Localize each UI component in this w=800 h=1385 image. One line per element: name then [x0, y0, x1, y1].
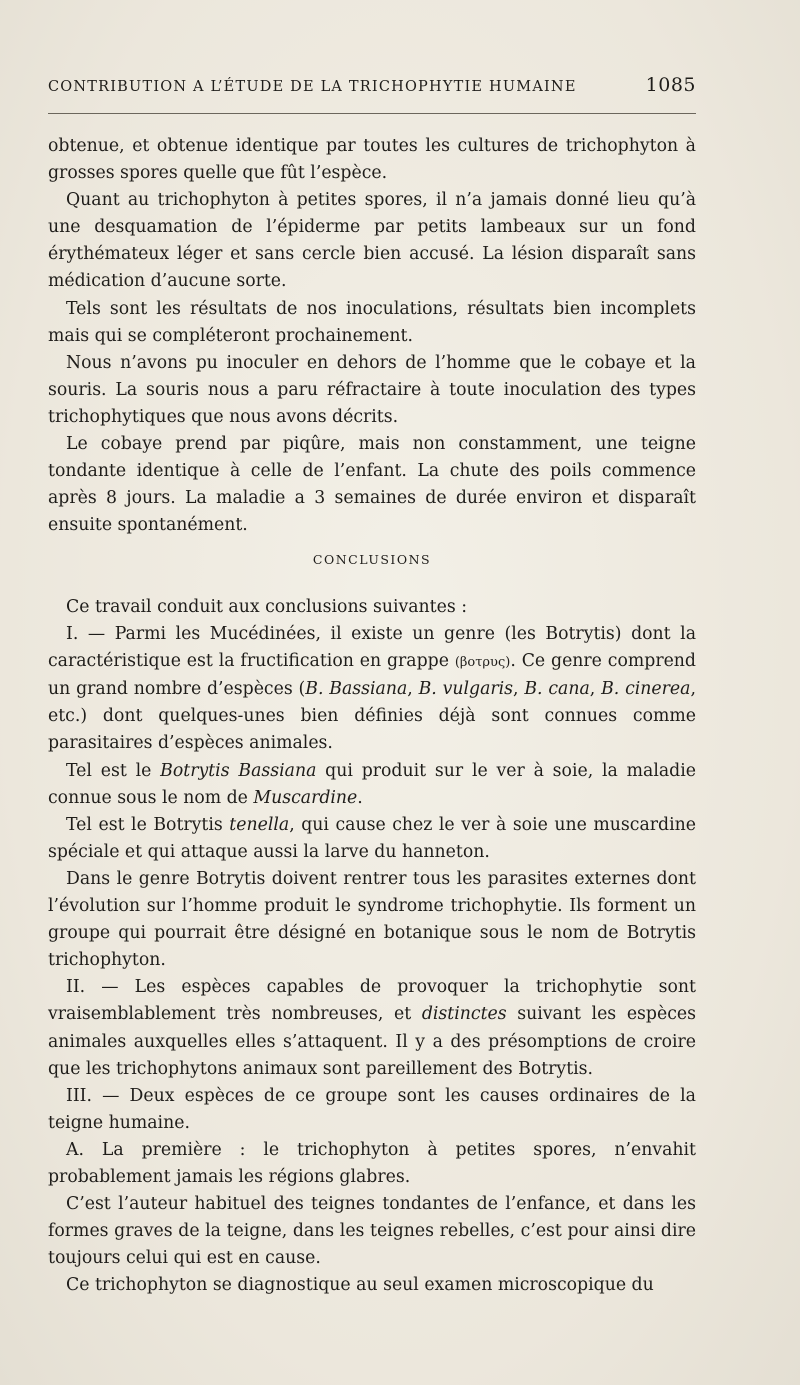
conclusions-intro: Ce travail conduit aux conclusions suivantes :: [66, 597, 468, 617]
separator-2: ,: [513, 679, 525, 700]
greek-word: (βοτρυς): [454, 655, 511, 671]
paragraph-5: Le cobaye prend par piqûre, mais non constamment, une teigne tondante identique à celle de l’enfant. La chute des poils commence après 8 jours. La maladie a 3 semaines de durée environ et disparaît ensuite spontanément.: [48, 434, 696, 536]
paragraph-3: Tels sont les résultats de nos inoculations, résultats bien incomplets mais qui se compléteront prochainement.: [48, 298, 696, 346]
species-b-vulgaris: B. vulgaris: [418, 679, 514, 700]
bassiana-text-a: Tel est le: [66, 760, 161, 781]
conclusions-text: [48, 594, 696, 1299]
tenella-name: tenella: [229, 814, 290, 835]
species-b-bassiana: B. Bassiana: [305, 679, 408, 700]
running-head: [48, 74, 696, 102]
tenella-text-b: , qui cause chez le ver à soie une muscardine spéciale et qui attaque aussi la larve du hanneton.: [48, 814, 696, 862]
running-title: CONTRIBUTION A L’ÉTUDE DE LA TRICHOPHYTIE HUMAINE: [48, 79, 577, 95]
conclusion-1: [48, 621, 696, 757]
muscardine-name: Muscardine: [253, 787, 358, 808]
conclusion-2: [48, 974, 696, 1082]
paragraph-4: Nous n’avons pu inoculer en dehors de l’homme que le cobaye et la souris. La souris nous a paru réfractaire à toute inoculation des types trichophytiques que nous avons décrits.: [48, 352, 696, 427]
conclusion-2-text-b: suivant les espèces animales auxquelles elles s’attaquent. Il y a des présomptions de croire que les trichophytons animaux sont pareillement des Botrytis.: [48, 1004, 696, 1079]
separator-3: ,: [589, 679, 602, 700]
conclusion-2-text-a: II. — Les espèces capables de provoquer la trichophytie sont vraisemblablement très nombreuses, et: [48, 977, 696, 1025]
conclusion-3a-detail: C’est l’auteur habituel des teignes tondantes de l’enfance, et dans les formes graves de la teigne, dans les teignes rebelles, c’est pour ainsi dire toujours celui qui est en cause.: [48, 1194, 696, 1269]
distinctes-word: distinctes: [421, 1004, 507, 1025]
conclusion-genre-botrytis: Dans le genre Botrytis doivent rentrer tous les parasites externes dont l’évolution sur l’homme produit le syndrome trichophytie. Ils forment un groupe qui pourrait être désigné en botanique sous le nom de Botrytis trichophyton.: [48, 868, 696, 971]
header-rule: [48, 113, 696, 114]
conclusion-3: III. — Deux espèces de ce groupe sont les causes ordinaires de la teigne humaine.: [48, 1085, 696, 1133]
paragraph-2: Quant au trichophyton à petites spores, il n’a jamais donné lieu qu’à une desquamation de l’épiderme par petits lambeaux sur un fond érythémateux léger et sans cercle bien accusé. La lésion disparaît sans médication d’aucune sorte.: [48, 190, 696, 292]
conclusion-3a: A. La première : le trichophyton à petites spores, n’envahit probablement jamais les régions glabres.: [48, 1139, 696, 1187]
tenella-text-a: Tel est le Botrytis: [66, 814, 230, 835]
conclusion-1-text-b: . Ce genre comprend un grand nombre d’espèces (: [48, 651, 696, 700]
bassiana-text-b: qui produit sur le ver à soie, la maladie connue sous le nom de: [48, 760, 696, 808]
page-number: 1085: [645, 74, 696, 96]
paragraph-1: obtenue, et obtenue identique par toutes les cultures de trichophyton à grosses spores quelle que fût l’espèce.: [48, 136, 696, 184]
species-b-cinerea: B. cinerea: [601, 679, 691, 700]
conclusion-tenella: [48, 812, 696, 866]
conclusion-bassiana: [48, 758, 696, 812]
conclusion-1-text-a: I. — Parmi les Mucédinées, il existe un genre (les Botrytis) dont la caractéristique est la fructification en grappe: [48, 624, 696, 672]
conclusion-3a-diagnosis: Ce trichophyton se diagnostique au seul examen microscopique du: [66, 1275, 654, 1296]
section-heading-conclusions: CONCLUSIONS: [312, 552, 432, 567]
botrytis-bassiana-name: Botrytis Bassiana: [160, 760, 317, 781]
bassiana-text-c: .: [357, 787, 363, 808]
species-b-cana: B. cana: [524, 679, 590, 700]
conclusion-1-text-c: , etc.) dont quelques-unes bien définies déjà sont connues comme parasitaires d’espèces animales.: [48, 679, 696, 754]
body-text: [48, 133, 696, 539]
separator-1: ,: [407, 679, 419, 700]
